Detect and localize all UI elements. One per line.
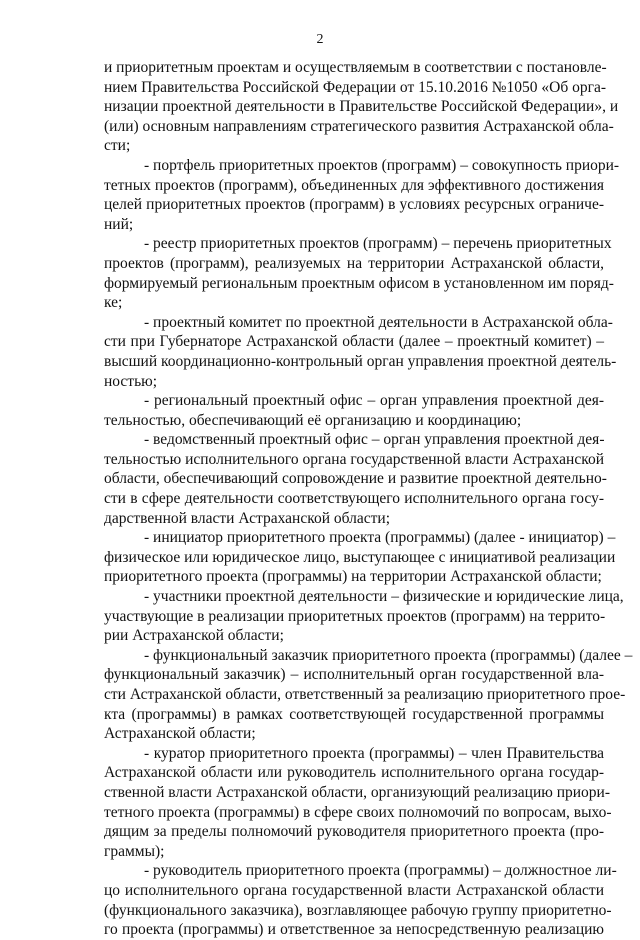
text-line: сти при Губернаторе Астраханской области (далее – проектный комитет) – — [104, 333, 604, 351]
text-line: - реестр приоритетных проектов (программ) – перечень приоритетных — [144, 235, 612, 253]
paragraph — [104, 313, 617, 391]
paragraph — [104, 646, 633, 744]
text-line: - функциональный заказчик приоритетного проекта (программы) (далее – — [144, 646, 633, 664]
text-line: ностью; — [104, 372, 158, 390]
paragraph — [104, 58, 619, 156]
paragraph — [104, 861, 617, 939]
text-line: высший координационно-контрольный орган управления проектной деятель- — [104, 352, 617, 370]
text-line: тельностью, обеспечивающий её организацию и координацию; — [104, 411, 522, 429]
paragraph — [104, 744, 612, 862]
text-line: низации проектной деятельности в Правительстве Российской Федерации», и — [104, 98, 619, 116]
text-line: приоритетного проекта (программы) на территории Астраханской области; — [104, 568, 602, 586]
paragraph — [104, 391, 604, 430]
paragraph — [104, 234, 614, 312]
text-line: Астраханской области; — [104, 725, 256, 743]
text-line: целей приоритетных проектов (программ) в условиях ресурсных ограниче- — [104, 196, 604, 214]
text-line: нием Правительства Российской Федерации от 15.10.2016 №1050 «Об орга- — [104, 78, 606, 96]
text-line: ний; — [104, 215, 134, 233]
text-line: физическое или юридическое лицо, выступающее с инициативой реализации — [104, 548, 616, 566]
text-line: участвующие в реализации приоритетных проектов (программ) на террито- — [104, 607, 606, 625]
text-line: рии Астраханской области; — [104, 627, 284, 645]
text-line: дящим за пределы полномочий руководителя приоритетного проекта (про- — [104, 823, 604, 841]
text-line: - участники проектной деятельности – физические и юридические лица, — [144, 588, 624, 606]
text-line: тетного проекта (программы) в сфере своих полномочий по вопросам, выхо- — [104, 803, 612, 821]
text-line: проектов (программ), реализуемых на территории Астраханской области, — [104, 254, 604, 272]
text-line: кта (программы) в рамках соответствующей государственной программы — [104, 705, 604, 723]
paragraph — [104, 156, 620, 234]
text-line: сти; — [104, 137, 131, 155]
text-line: сти Астраханской области, ответственный за реализацию приоритетного прое- — [104, 686, 626, 703]
text-line: формируемый региональным проектным офисом в установленном им поряд- — [104, 274, 614, 292]
text-line: - инициатор приоритетного проекта (программы) (далее - инициатор) – — [144, 529, 616, 547]
text-line: Астраханской области или руководитель исполнительного органа государ- — [104, 764, 604, 782]
text-line: - руководитель приоритетного проекта (программы) – должностное ли- — [144, 862, 617, 880]
text-line: - проектный комитет по проектной деятельности в Астраханской обла- — [144, 313, 613, 331]
text-line: цо исполнительного органа государственной власти Астраханской области — [104, 881, 604, 899]
text-line: тетных проектов (программ), объединенных для эффективного достижения — [104, 176, 604, 194]
text-line: граммы); — [104, 842, 165, 860]
text-line: го проекта (программы) и ответственное за непосредственную реализацию — [104, 921, 604, 939]
text-line: ственной власти Астраханской области, организующий реализацию приори- — [104, 783, 610, 801]
text-line: - портфель приоритетных проектов (программ) – совокупность приори- — [144, 156, 620, 174]
text-line: тельностью исполнительного органа государственной власти Астраханской — [104, 450, 604, 468]
document-body — [104, 58, 633, 940]
text-line: - ведомственный проектный офис – орган управления проектной дея- — [144, 431, 605, 449]
text-line: функциональный заказчик) – исполнительный орган государственной вла- — [104, 666, 604, 684]
paragraph — [104, 430, 607, 528]
text-line: (функционального заказчика), возглавляющее рабочую группу приоритетно- — [104, 901, 612, 919]
text-line: ке; — [104, 294, 123, 312]
paragraph — [104, 528, 616, 587]
text-line: области, обеспечивающий сопровождение и развитие проектной деятельно- — [104, 470, 607, 488]
text-line: дарственной власти Астраханской области; — [104, 509, 391, 527]
text-line: и приоритетным проектам и осуществляемым в соответствии с постановле- — [104, 59, 607, 76]
text-line: (или) основным направлениям стратегического развития Астраханской обла- — [104, 117, 614, 135]
page-number: 2 — [316, 32, 324, 47]
text-line: сти в сфере деятельности соответствующего исполнительного органа госу- — [104, 490, 604, 508]
text-line: - куратор приоритетного проекта (программы) – член Правительства — [144, 744, 604, 762]
paragraph — [104, 587, 624, 646]
text-line: - региональный проектный офис – орган управления проектной дея- — [144, 392, 604, 410]
